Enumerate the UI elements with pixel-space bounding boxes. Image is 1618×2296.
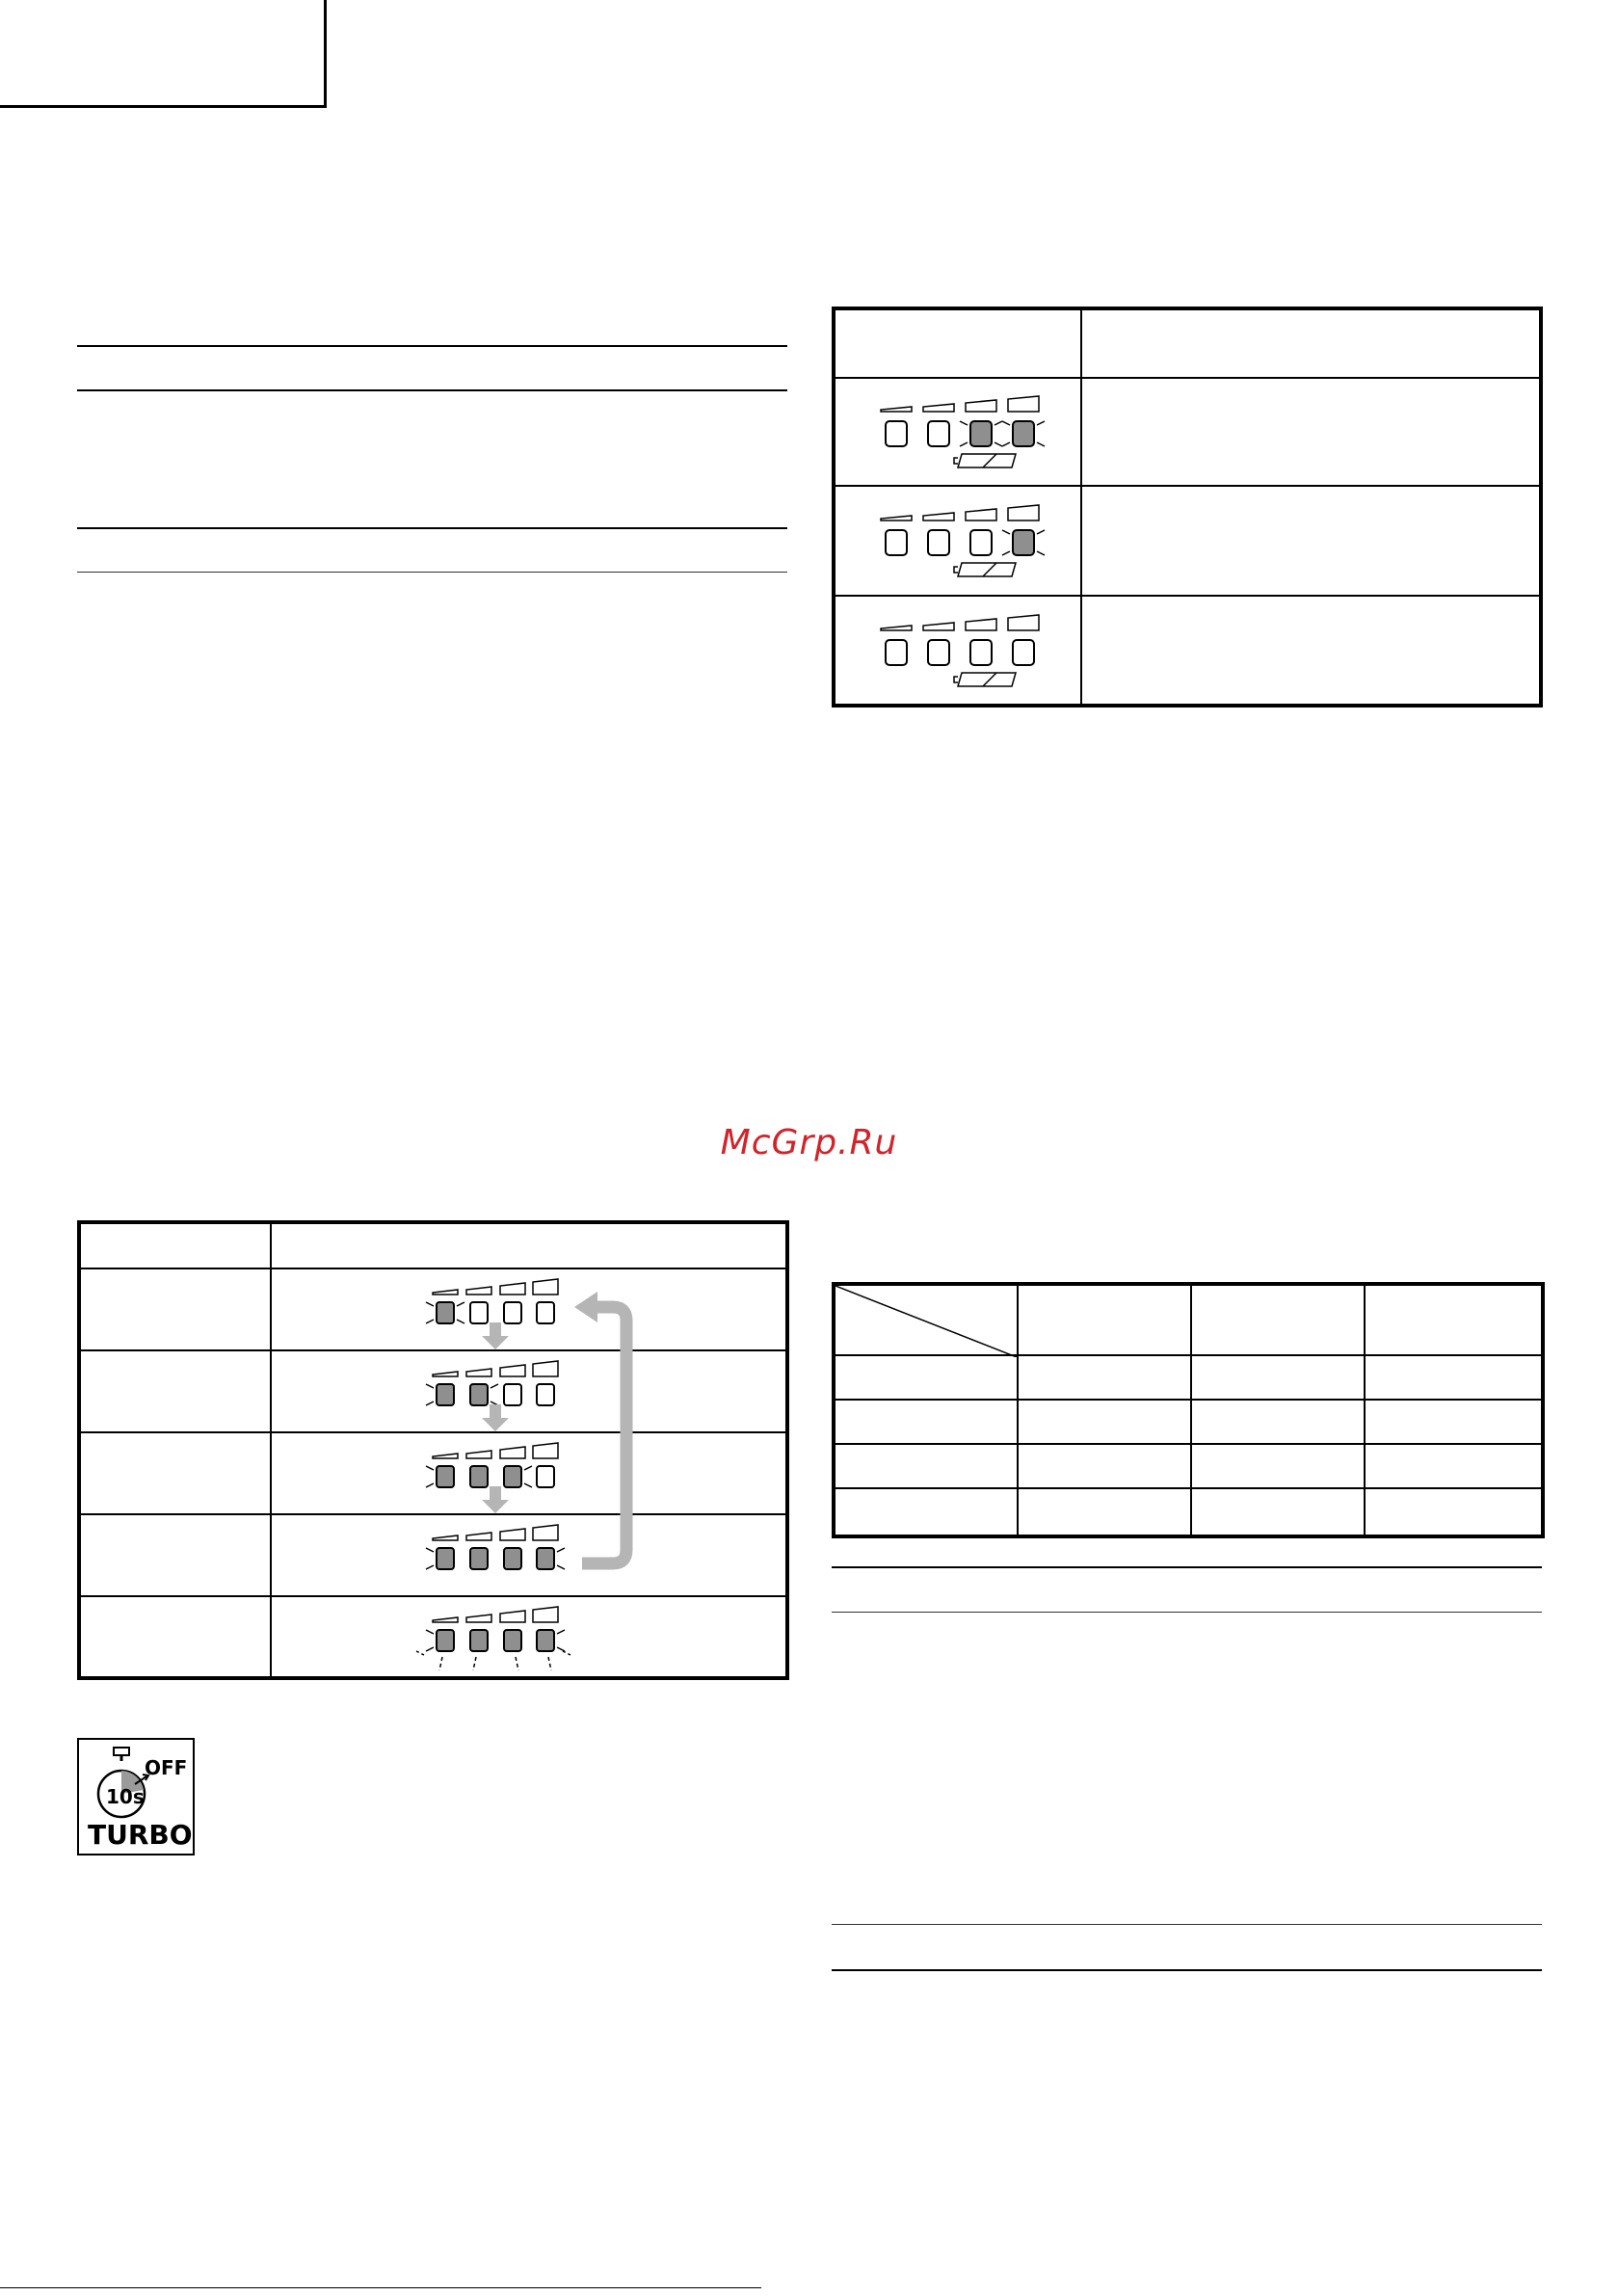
cycle-arrow-icon xyxy=(582,1307,626,1563)
table-cell xyxy=(1365,1488,1543,1536)
blink-mark xyxy=(426,1565,434,1569)
level-bar-icon xyxy=(466,1451,491,1458)
cycle-arrow-head xyxy=(574,1292,597,1322)
blink-mark xyxy=(557,1565,565,1569)
table-cell xyxy=(1191,1400,1365,1444)
lamp-icon xyxy=(504,1466,521,1487)
lamp-icon xyxy=(437,1630,454,1651)
level-bar-icon xyxy=(533,1279,558,1295)
blink-mark xyxy=(426,1384,434,1388)
lamp-icon xyxy=(504,1548,521,1569)
lamp-icon xyxy=(437,1548,454,1569)
diagonal-header-cell xyxy=(834,1284,1018,1355)
lamp-icon xyxy=(504,1384,521,1405)
lamp-icon xyxy=(470,1384,488,1405)
flash-mark xyxy=(473,1657,476,1670)
flash-mark xyxy=(563,1651,570,1655)
table-cell xyxy=(834,1400,1018,1444)
flash-mark xyxy=(516,1657,518,1670)
level-bar-icon xyxy=(433,1290,458,1295)
blink-mark xyxy=(524,1466,532,1470)
header-cell xyxy=(1018,1284,1191,1355)
turbo-indicator xyxy=(77,1738,195,1855)
table-cell xyxy=(1191,1355,1365,1400)
diagonal-line xyxy=(836,1286,1017,1357)
lamp-icon xyxy=(537,1384,554,1405)
level-bar-icon xyxy=(533,1607,558,1622)
blink-mark xyxy=(491,1384,498,1388)
blink-mark xyxy=(524,1483,532,1487)
level-bar-icon xyxy=(433,1535,458,1540)
blink-mark xyxy=(426,1548,434,1552)
table-cell xyxy=(1018,1355,1191,1400)
lamp-icon xyxy=(437,1384,454,1405)
lamp-icon xyxy=(437,1302,454,1323)
table-cell xyxy=(1191,1488,1365,1536)
blink-mark xyxy=(426,1483,434,1487)
blink-mark xyxy=(426,1302,434,1306)
down-arrow-icon xyxy=(482,1486,509,1513)
level-bar-icon xyxy=(500,1365,525,1376)
table-cell xyxy=(1018,1444,1191,1488)
level-bar-icon xyxy=(433,1372,458,1376)
blink-mark xyxy=(426,1630,434,1634)
level-bar-icon xyxy=(466,1287,491,1295)
level-bar-icon xyxy=(533,1361,558,1376)
blink-mark xyxy=(426,1647,434,1651)
blink-mark xyxy=(457,1320,464,1323)
off-label: OFF xyxy=(145,1756,188,1779)
flash-mark xyxy=(416,1651,424,1655)
lamp-icon xyxy=(537,1548,554,1569)
lamp-icon xyxy=(537,1302,554,1323)
header-cell xyxy=(1365,1284,1543,1355)
blink-mark xyxy=(557,1647,565,1651)
flash-mark xyxy=(548,1657,551,1670)
footer-rule xyxy=(0,2287,761,2288)
table-cell xyxy=(1018,1488,1191,1536)
level-bar-icon xyxy=(433,1617,458,1622)
lamp-icon xyxy=(437,1466,454,1487)
section-rule xyxy=(832,1566,1542,1568)
blink-mark xyxy=(457,1302,464,1306)
lamp-icon xyxy=(537,1466,554,1487)
section-rule xyxy=(832,1969,1542,1971)
header-cell xyxy=(1191,1284,1365,1355)
blink-mark xyxy=(426,1466,434,1470)
blink-mark xyxy=(426,1320,434,1323)
table-cell xyxy=(1365,1444,1543,1488)
table-cell xyxy=(834,1488,1018,1536)
level-bar-icon xyxy=(466,1369,491,1376)
level-bar-icon xyxy=(533,1443,558,1458)
table-cell xyxy=(1018,1400,1191,1444)
lamp-icon xyxy=(504,1630,521,1651)
level-bar-icon xyxy=(500,1611,525,1622)
lamp-icon xyxy=(470,1548,488,1569)
level-bar-icon xyxy=(533,1525,558,1540)
level-bar-icon xyxy=(500,1447,525,1458)
level-bar-icon xyxy=(466,1533,491,1540)
blink-mark xyxy=(557,1548,565,1552)
section-rule xyxy=(832,1924,1542,1925)
lamp-icon xyxy=(504,1302,521,1323)
down-arrow-icon xyxy=(482,1404,509,1431)
table-cell xyxy=(1365,1400,1543,1444)
level-bar-icon xyxy=(466,1615,491,1622)
section-rule xyxy=(832,1612,1542,1613)
table-cell xyxy=(1191,1444,1365,1488)
lamp-icon xyxy=(470,1630,488,1651)
level-bar-icon xyxy=(500,1529,525,1540)
level-bar-icon xyxy=(500,1283,525,1295)
watermark: McGrp.Ru xyxy=(720,1123,898,1162)
spec-table xyxy=(832,1282,1545,1538)
level-bar-icon xyxy=(433,1454,458,1458)
blink-mark xyxy=(557,1630,565,1634)
lamp-icon xyxy=(537,1630,554,1651)
lamp-icon xyxy=(470,1302,488,1323)
blink-mark xyxy=(426,1402,434,1405)
timer-label: 10s xyxy=(106,1785,145,1808)
down-arrow-icon xyxy=(482,1322,509,1349)
turbo-label: TURBO xyxy=(88,1819,193,1851)
flash-mark xyxy=(439,1657,442,1670)
table-cell xyxy=(834,1355,1018,1400)
timer-icon xyxy=(79,1740,193,1854)
table-cell xyxy=(1365,1355,1543,1400)
lamp-icon xyxy=(470,1466,488,1487)
table-cell xyxy=(834,1444,1018,1488)
